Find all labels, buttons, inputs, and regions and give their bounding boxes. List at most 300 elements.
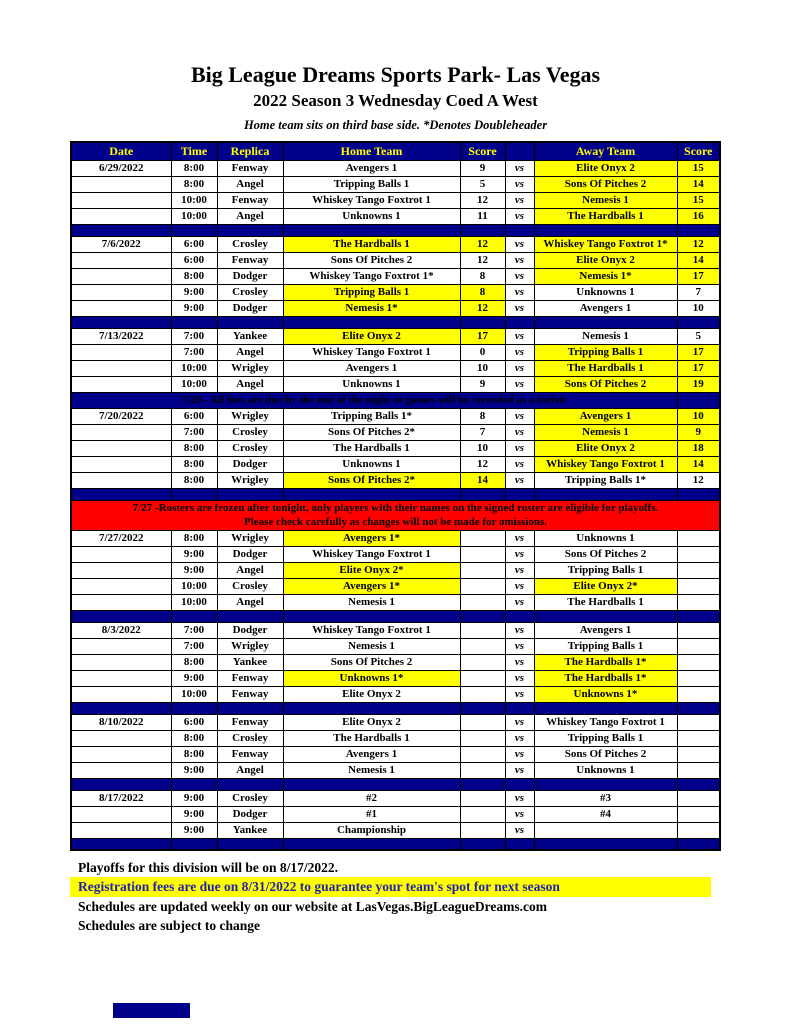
time-cell: 10:00 xyxy=(171,686,217,702)
spacer-cell xyxy=(217,316,283,328)
vs-cell: vs xyxy=(505,562,534,578)
date-cell xyxy=(71,562,171,578)
home-score-cell xyxy=(460,790,505,806)
spacer-cell xyxy=(171,778,217,790)
spacer-cell xyxy=(677,224,720,236)
date-cell xyxy=(71,360,171,376)
spacer-cell xyxy=(677,778,720,790)
spacer-cell xyxy=(460,316,505,328)
spacer-cell xyxy=(71,778,171,790)
away-score-cell xyxy=(677,670,720,686)
date-cell xyxy=(71,440,171,456)
game-row xyxy=(71,654,720,670)
time-cell: 8:00 xyxy=(171,440,217,456)
spacer-cell xyxy=(71,838,171,850)
home-score-cell: 0 xyxy=(460,344,505,360)
spacer-cell xyxy=(171,702,217,714)
time-cell: 9:00 xyxy=(171,300,217,316)
home-team-cell: Elite Onyx 2 xyxy=(283,714,460,730)
time-cell: 8:00 xyxy=(171,746,217,762)
home-team-cell: Sons Of Pitches 2* xyxy=(283,472,460,488)
replica-cell: Fenway xyxy=(217,252,283,268)
time-cell: 7:00 xyxy=(171,328,217,344)
away-team-cell: Unknowns 1 xyxy=(534,530,677,546)
spacer-cell xyxy=(217,702,283,714)
time-cell: 7:00 xyxy=(171,344,217,360)
alert-line: 7/27 -Rosters are frozen after tonight, only players with their names on the signed roster are eligible for playoffs. xyxy=(132,501,659,514)
spacer-cell xyxy=(171,316,217,328)
home-team-cell: The Hardballs 1 xyxy=(283,440,460,456)
date-cell xyxy=(71,284,171,300)
column-header-home-team: Home Team xyxy=(283,142,460,160)
spacer-row xyxy=(71,702,720,714)
vs-cell: vs xyxy=(505,746,534,762)
game-row xyxy=(71,530,720,546)
alert-row xyxy=(71,500,720,530)
spacer-cell xyxy=(283,316,460,328)
spacer-cell xyxy=(283,702,460,714)
spacer-cell xyxy=(505,610,534,622)
time-cell: 9:00 xyxy=(171,790,217,806)
game-row xyxy=(71,622,720,638)
home-team-cell: Sons Of Pitches 2 xyxy=(283,654,460,670)
page-header xyxy=(0,0,791,133)
page-tagline: Home team sits on third base side. *Denotes Doubleheader xyxy=(243,118,548,132)
replica-cell: Crosley xyxy=(217,578,283,594)
home-score-cell xyxy=(460,746,505,762)
replica-cell: Fenway xyxy=(217,714,283,730)
replica-cell: Yankee xyxy=(217,654,283,670)
spacer-cell xyxy=(534,838,677,850)
away-team-cell: Tripping Balls 1* xyxy=(534,472,677,488)
spacer-cell xyxy=(677,610,720,622)
vs-cell: vs xyxy=(505,822,534,838)
alert-line: Please check carefully as changes will not be made for omissions. xyxy=(244,516,547,528)
replica-cell: Crosley xyxy=(217,424,283,440)
home-score-cell: 14 xyxy=(460,472,505,488)
time-cell: 10:00 xyxy=(171,578,217,594)
column-header-replica: Replica xyxy=(217,142,283,160)
date-cell xyxy=(71,578,171,594)
away-team-cell: Avengers 1 xyxy=(534,622,677,638)
home-score-cell: 17 xyxy=(460,328,505,344)
game-row xyxy=(71,790,720,806)
away-team-cell: Unknowns 1 xyxy=(534,762,677,778)
column-header-vs xyxy=(505,142,534,160)
date-cell: 8/10/2022 xyxy=(71,714,171,730)
game-row xyxy=(71,268,720,284)
vs-cell: vs xyxy=(505,546,534,562)
game-row xyxy=(71,730,720,746)
away-score-cell xyxy=(677,730,720,746)
spacer-cell xyxy=(505,838,534,850)
home-team-cell: Sons Of Pitches 2 xyxy=(283,252,460,268)
spacer-cell xyxy=(71,224,171,236)
date-cell xyxy=(71,546,171,562)
page-title: Big League Dreams Sports Park- Las Vegas xyxy=(190,62,601,87)
vs-cell: vs xyxy=(505,344,534,360)
vs-cell: vs xyxy=(505,670,534,686)
home-score-cell xyxy=(460,562,505,578)
vs-cell: vs xyxy=(505,300,534,316)
away-team-cell: Nemesis 1 xyxy=(534,328,677,344)
time-cell: 8:00 xyxy=(171,472,217,488)
away-score-cell xyxy=(677,686,720,702)
away-team-cell: Sons Of Pitches 2 xyxy=(534,546,677,562)
date-cell xyxy=(71,376,171,392)
spacer-cell xyxy=(217,224,283,236)
column-header-away-team: Away Team xyxy=(534,142,677,160)
game-row xyxy=(71,670,720,686)
away-team-cell xyxy=(534,822,677,838)
replica-cell: Wrigley xyxy=(217,472,283,488)
date-cell xyxy=(71,670,171,686)
home-team-cell: Unknowns 1 xyxy=(283,208,460,224)
date-cell xyxy=(71,344,171,360)
date-cell xyxy=(71,192,171,208)
home-score-cell: 7 xyxy=(460,424,505,440)
away-score-cell: 9 xyxy=(677,424,720,440)
home-team-cell: Avengers 1* xyxy=(283,530,460,546)
vs-cell: vs xyxy=(505,638,534,654)
away-score-cell xyxy=(677,622,720,638)
replica-cell: Angel xyxy=(217,762,283,778)
away-score-cell: 14 xyxy=(677,252,720,268)
vs-cell: vs xyxy=(505,408,534,424)
vs-cell: vs xyxy=(505,730,534,746)
home-team-cell: #2 xyxy=(283,790,460,806)
home-team-cell: Avengers 1 xyxy=(283,746,460,762)
vs-cell: vs xyxy=(505,328,534,344)
date-cell xyxy=(71,746,171,762)
home-score-cell: 12 xyxy=(460,252,505,268)
vs-cell: vs xyxy=(505,236,534,252)
subject-to-change-note: Schedules are subject to change xyxy=(78,918,260,933)
note-row xyxy=(71,392,720,408)
home-team-cell: Tripping Balls 1 xyxy=(283,176,460,192)
home-team-cell: #1 xyxy=(283,806,460,822)
game-row xyxy=(71,192,720,208)
replica-cell: Dodger xyxy=(217,268,283,284)
replica-cell: Angel xyxy=(217,594,283,610)
vs-cell: vs xyxy=(505,686,534,702)
time-cell: 9:00 xyxy=(171,762,217,778)
game-row xyxy=(71,686,720,702)
away-team-cell: Nemesis 1 xyxy=(534,192,677,208)
home-score-cell xyxy=(460,686,505,702)
away-team-cell: Sons Of Pitches 2 xyxy=(534,176,677,192)
home-team-cell: Sons Of Pitches 2* xyxy=(283,424,460,440)
home-team-cell: The Hardballs 1 xyxy=(283,730,460,746)
time-cell: 10:00 xyxy=(171,360,217,376)
game-row xyxy=(71,360,720,376)
vs-cell: vs xyxy=(505,360,534,376)
time-cell: 8:00 xyxy=(171,654,217,670)
away-team-cell: #3 xyxy=(534,790,677,806)
away-score-cell xyxy=(677,546,720,562)
spacer-cell xyxy=(283,838,460,850)
date-cell: 8/3/2022 xyxy=(71,622,171,638)
spacer-cell xyxy=(460,610,505,622)
replica-cell: Crosley xyxy=(217,790,283,806)
home-score-cell xyxy=(460,806,505,822)
game-row xyxy=(71,376,720,392)
column-header-date: Date xyxy=(71,142,171,160)
vs-cell: vs xyxy=(505,176,534,192)
home-team-cell: Avengers 1 xyxy=(283,160,460,176)
time-cell: 9:00 xyxy=(171,284,217,300)
away-team-cell: The Hardballs 1 xyxy=(534,208,677,224)
replica-cell: Angel xyxy=(217,208,283,224)
away-score-cell: 10 xyxy=(677,300,720,316)
spacer-cell xyxy=(677,702,720,714)
away-team-cell: Nemesis 1* xyxy=(534,268,677,284)
spacer-cell xyxy=(505,778,534,790)
away-score-cell xyxy=(677,654,720,670)
game-row xyxy=(71,300,720,316)
vs-cell: vs xyxy=(505,806,534,822)
home-score-cell: 8 xyxy=(460,408,505,424)
column-header-away-score: Score xyxy=(677,142,720,160)
home-score-cell xyxy=(460,638,505,654)
column-header-home-score: Score xyxy=(460,142,505,160)
home-team-cell: Whiskey Tango Foxtrot 1 xyxy=(283,344,460,360)
away-team-cell: Avengers 1 xyxy=(534,300,677,316)
home-team-cell: Whiskey Tango Foxtrot 1 xyxy=(283,622,460,638)
vs-cell: vs xyxy=(505,530,534,546)
game-row xyxy=(71,252,720,268)
home-team-cell: Unknowns 1* xyxy=(283,670,460,686)
away-score-cell xyxy=(677,762,720,778)
replica-cell: Fenway xyxy=(217,160,283,176)
home-score-cell xyxy=(460,622,505,638)
replica-cell: Dodger xyxy=(217,546,283,562)
away-score-cell: 17 xyxy=(677,268,720,284)
time-cell: 7:00 xyxy=(171,622,217,638)
home-score-cell: 8 xyxy=(460,284,505,300)
away-score-cell xyxy=(677,578,720,594)
home-score-cell: 10 xyxy=(460,440,505,456)
home-team-cell: Elite Onyx 2 xyxy=(283,328,460,344)
home-score-cell xyxy=(460,546,505,562)
away-score-cell: 12 xyxy=(677,472,720,488)
spacer-cell xyxy=(171,488,217,500)
vs-cell: vs xyxy=(505,268,534,284)
time-cell: 9:00 xyxy=(171,546,217,562)
home-score-cell xyxy=(460,578,505,594)
away-team-cell: Whiskey Tango Foxtrot 1 xyxy=(534,714,677,730)
spacer-cell xyxy=(534,610,677,622)
spacer-cell xyxy=(460,488,505,500)
date-cell: 7/6/2022 xyxy=(71,236,171,252)
away-score-cell xyxy=(677,594,720,610)
game-row xyxy=(71,714,720,730)
website-note: Schedules are updated weekly on our website at LasVegas.BigLeagueDreams.com xyxy=(78,899,548,914)
replica-cell: Wrigley xyxy=(217,360,283,376)
game-row xyxy=(71,806,720,822)
home-team-cell: Elite Onyx 2* xyxy=(283,562,460,578)
game-row xyxy=(71,638,720,654)
time-cell: 8:00 xyxy=(171,530,217,546)
away-team-cell: Tripping Balls 1 xyxy=(534,562,677,578)
spacer-row xyxy=(71,610,720,622)
home-score-cell xyxy=(460,654,505,670)
vs-cell: vs xyxy=(505,622,534,638)
schedule-table xyxy=(70,141,721,851)
time-cell: 8:00 xyxy=(171,268,217,284)
date-cell: 6/29/2022 xyxy=(71,160,171,176)
time-cell: 9:00 xyxy=(171,562,217,578)
registration-note: Registration fees are due on 8/31/2022 to guarantee your team's spot for next season xyxy=(70,877,711,897)
time-cell: 6:00 xyxy=(171,252,217,268)
home-team-cell: Nemesis 1 xyxy=(283,638,460,654)
spacer-cell xyxy=(283,778,460,790)
home-score-cell xyxy=(460,762,505,778)
note-end-cell xyxy=(677,392,720,408)
away-team-cell: Nemesis 1 xyxy=(534,424,677,440)
spacer-cell xyxy=(71,488,171,500)
home-team-cell: Championship xyxy=(283,822,460,838)
home-score-cell xyxy=(460,822,505,838)
away-score-cell: 15 xyxy=(677,160,720,176)
vs-cell: vs xyxy=(505,578,534,594)
home-team-cell: Nemesis 1 xyxy=(283,594,460,610)
away-team-cell: Elite Onyx 2 xyxy=(534,252,677,268)
vs-cell: vs xyxy=(505,192,534,208)
spacer-cell xyxy=(460,224,505,236)
spacer-cell xyxy=(505,224,534,236)
away-score-cell: 7 xyxy=(677,284,720,300)
game-row xyxy=(71,160,720,176)
home-score-cell xyxy=(460,594,505,610)
game-row xyxy=(71,424,720,440)
away-score-cell: 14 xyxy=(677,456,720,472)
replica-cell: Dodger xyxy=(217,456,283,472)
spacer-cell xyxy=(217,488,283,500)
home-score-cell: 5 xyxy=(460,176,505,192)
replica-cell: Crosley xyxy=(217,284,283,300)
replica-cell: Crosley xyxy=(217,730,283,746)
spacer-cell xyxy=(460,778,505,790)
column-header-time: Time xyxy=(171,142,217,160)
game-row xyxy=(71,440,720,456)
game-row xyxy=(71,594,720,610)
away-score-cell xyxy=(677,530,720,546)
spacer-cell xyxy=(71,316,171,328)
spacer-cell xyxy=(505,702,534,714)
replica-cell: Angel xyxy=(217,376,283,392)
page-footer xyxy=(78,858,791,935)
replica-cell: Wrigley xyxy=(217,530,283,546)
schedule-table-body xyxy=(71,160,720,850)
time-cell: 7:00 xyxy=(171,424,217,440)
spacer-cell xyxy=(460,702,505,714)
spacer-cell xyxy=(217,838,283,850)
away-team-cell: Sons Of Pitches 2 xyxy=(534,746,677,762)
vs-cell: vs xyxy=(505,284,534,300)
date-cell xyxy=(71,762,171,778)
vs-cell: vs xyxy=(505,790,534,806)
away-score-cell: 10 xyxy=(677,408,720,424)
away-team-cell: The Hardballs 1 xyxy=(534,360,677,376)
date-cell xyxy=(71,730,171,746)
bottom-blue-bar xyxy=(113,1003,190,1018)
time-cell: 10:00 xyxy=(171,594,217,610)
replica-cell: Wrigley xyxy=(217,408,283,424)
game-row xyxy=(71,472,720,488)
away-team-cell: Sons Of Pitches 2 xyxy=(534,376,677,392)
spacer-row xyxy=(71,316,720,328)
game-row xyxy=(71,408,720,424)
home-score-cell: 12 xyxy=(460,236,505,252)
replica-cell: Wrigley xyxy=(217,638,283,654)
away-score-cell: 19 xyxy=(677,376,720,392)
replica-cell: Angel xyxy=(217,176,283,192)
away-score-cell: 5 xyxy=(677,328,720,344)
date-cell xyxy=(71,638,171,654)
game-row xyxy=(71,284,720,300)
spacer-cell xyxy=(283,224,460,236)
time-cell: 6:00 xyxy=(171,236,217,252)
away-team-cell: The Hardballs 1 xyxy=(534,594,677,610)
away-team-cell: Tripping Balls 1 xyxy=(534,638,677,654)
home-team-cell: Tripping Balls 1 xyxy=(283,284,460,300)
date-cell xyxy=(71,472,171,488)
game-row xyxy=(71,456,720,472)
spacer-cell xyxy=(505,316,534,328)
away-score-cell: 17 xyxy=(677,360,720,376)
time-cell: 6:00 xyxy=(171,714,217,730)
vs-cell: vs xyxy=(505,654,534,670)
game-row xyxy=(71,236,720,252)
game-row xyxy=(71,546,720,562)
away-score-cell: 18 xyxy=(677,440,720,456)
home-team-cell: Unknowns 1 xyxy=(283,376,460,392)
game-row xyxy=(71,746,720,762)
vs-cell: vs xyxy=(505,160,534,176)
time-cell: 10:00 xyxy=(171,376,217,392)
spacer-cell xyxy=(71,702,171,714)
vs-cell: vs xyxy=(505,714,534,730)
away-team-cell: Elite Onyx 2 xyxy=(534,160,677,176)
home-team-cell: Avengers 1* xyxy=(283,578,460,594)
game-row xyxy=(71,762,720,778)
spacer-cell xyxy=(171,224,217,236)
away-score-cell xyxy=(677,562,720,578)
time-cell: 7:00 xyxy=(171,638,217,654)
home-score-cell xyxy=(460,670,505,686)
home-score-cell: 8 xyxy=(460,268,505,284)
away-team-cell: Unknowns 1 xyxy=(534,284,677,300)
away-score-cell: 16 xyxy=(677,208,720,224)
away-score-cell: 17 xyxy=(677,344,720,360)
spacer-cell xyxy=(217,610,283,622)
time-cell: 10:00 xyxy=(171,192,217,208)
vs-cell: vs xyxy=(505,424,534,440)
fees-due-note: 7/20 - All fees are due by the end of the night or games will be recorded as a forfeit xyxy=(71,392,677,408)
vs-cell: vs xyxy=(505,208,534,224)
date-cell xyxy=(71,594,171,610)
spacer-row xyxy=(71,778,720,790)
away-team-cell: The Hardballs 1* xyxy=(534,654,677,670)
playoffs-note: Playoffs for this division will be on 8/17/2022. xyxy=(78,860,339,875)
spacer-cell xyxy=(505,488,534,500)
home-team-cell: Nemesis 1 xyxy=(283,762,460,778)
date-cell xyxy=(71,252,171,268)
spacer-cell xyxy=(677,488,720,500)
date-cell: 7/13/2022 xyxy=(71,328,171,344)
spacer-cell xyxy=(534,702,677,714)
